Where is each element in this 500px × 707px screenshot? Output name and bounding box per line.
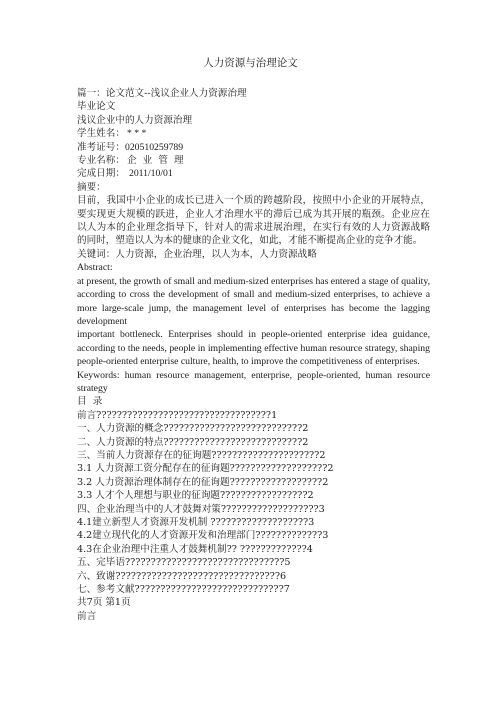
toc-item[interactable]: 3.1 人力资源工资分配存在的征询题???????????????????2 <box>77 463 334 475</box>
date-value: 2011/10/01 <box>128 168 173 180</box>
abstract-en-label: Abstract: <box>77 262 113 274</box>
exam-no-value: 020510259789 <box>124 141 184 153</box>
toc-label: 目 录 <box>77 396 103 408</box>
toc-item[interactable]: 七、参考文献?????????????????????????????7 <box>77 584 290 596</box>
date-label: 完成日期： <box>77 168 125 180</box>
toc-item[interactable]: 3.3 人才个人理想与职业的征询题?????????????????2 <box>77 490 314 502</box>
abstract-en-2: important bottleneck. Enterprises should in people-oriented enterprise idea guidance, according to the needs, people in implementing effective human resource strategy, shaping people-oriented enterprise culture, health, to improve the competitiveness of enterprises. <box>77 329 430 368</box>
toc-item[interactable]: 4.1建立新型人才资源开发机制 ???????????????????3 <box>77 517 315 528</box>
next-section-heading: 前言 <box>77 610 97 622</box>
toc-item[interactable]: 一、人力资源的概念???????????????????????????2 <box>77 423 309 435</box>
student-row <box>77 127 430 140</box>
page-indicator: 共7页 第1页 <box>77 597 131 609</box>
toc-item[interactable]: 4.2建立现代化的人才资源开发和治理部门?????????????3 <box>77 530 329 542</box>
exam-no-row <box>77 141 430 154</box>
date-row <box>77 167 430 180</box>
thesis-title: 浅议企业中的人力资源治理 <box>77 114 193 126</box>
keywords-en: Keywords: human resource management, enterprise, people-oriented, human resource strategy <box>77 369 430 394</box>
toc-item[interactable]: 二、人力资源的特点???????????????????????????2 <box>77 436 309 448</box>
major-value: 企 业 管 理 <box>126 155 184 167</box>
student-value: * * * <box>126 128 147 140</box>
toc-item[interactable]: 五、完毕语???????????????????????????????5 <box>77 557 291 569</box>
doc-type: 毕业论文 <box>77 101 116 113</box>
abstract-label: 摘要： <box>77 181 106 193</box>
toc-item[interactable]: 六、致谢????????????????????????????????6 <box>77 570 287 582</box>
toc-item[interactable]: 4.3在企业治理中注重人才鼓舞机制?? ?????????????4 <box>77 543 313 555</box>
abstract-en-1: at present, the growth of small and medium-sized enterprises has entered a stage of quality, according to cross the development of small and medium-sized enterprises, to achieve a more large-scale jump, the management level of enterprises has become the lagging development <box>77 275 430 327</box>
keywords-cn: 关键词：人力资源，企业治理，以人为本，人力资源战略 <box>77 248 317 260</box>
header-line: 篇一：论文范文--浅议企业人力资源治理 <box>77 88 247 99</box>
document-title: 人力资源与治理论文 <box>203 57 298 69</box>
major-label: 专业名称： <box>77 155 125 167</box>
toc-item[interactable]: 3.2 人力资源治理体制存在的征询题??????????????????2 <box>77 476 329 488</box>
major-row <box>77 154 430 167</box>
student-label: 学生姓名： <box>77 128 125 140</box>
exam-no-label: 准考证号： <box>77 141 125 153</box>
toc-item[interactable]: 前言??????????????????????????????????1 <box>77 409 278 421</box>
abstract-cn: 目前，我国中小企业的成长已进入一个质的跨越阶段，按照中小企业的开展特点，要实现更大规模的跃进，企业人才治理水平的滞后已成为其开展的瓶颈。企业应在以人为本的企业理念指导下，针对人的需求进展治理，在实行有效的人力资源战略的同时，塑造以人为本的健康的企业文化，如此，才能不断提高企业的竞争才能。 <box>77 195 430 247</box>
table-of-contents <box>77 409 430 597</box>
toc-item[interactable]: 三、当前人力资源存在的征询题?????????????????????2 <box>77 449 326 461</box>
toc-item[interactable]: 四、企业治理当中的人才鼓舞对策???????????????????3 <box>77 503 325 515</box>
